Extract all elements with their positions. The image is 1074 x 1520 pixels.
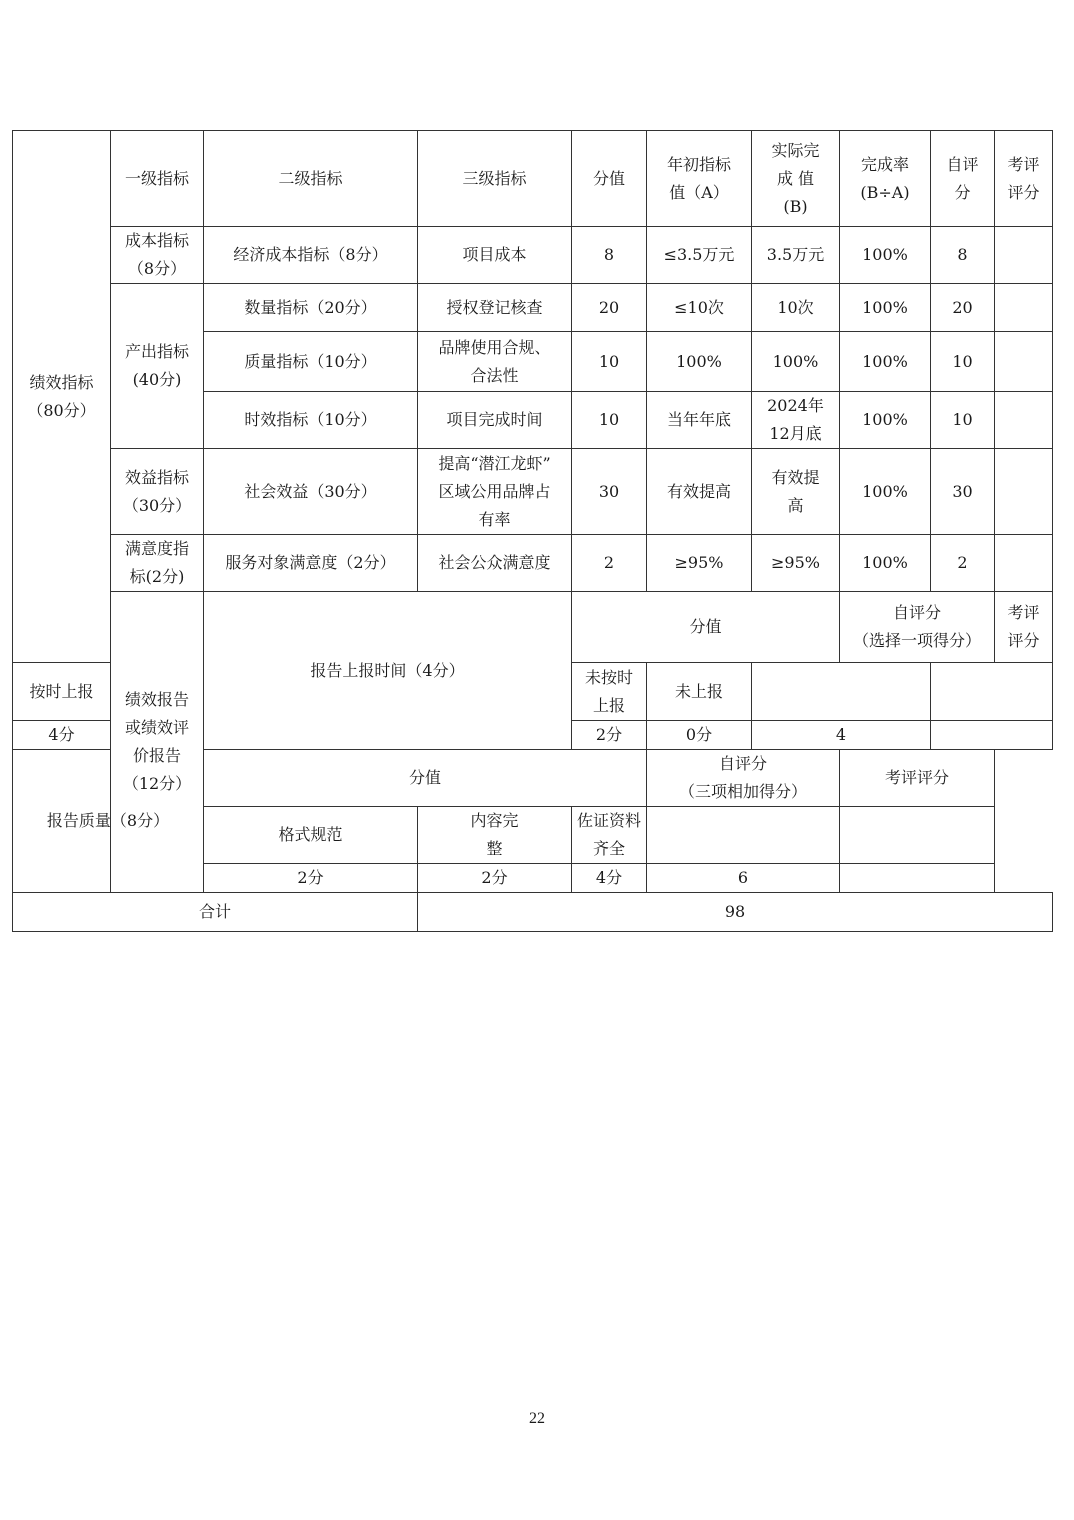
row-level3: 授权登记核查: [418, 284, 572, 332]
report-quality-review-score: [840, 864, 995, 893]
row-level2: 质量指标（10分）: [204, 332, 418, 392]
row-score: 20: [572, 284, 647, 332]
row-actual: 10次: [752, 284, 840, 332]
row-review: [995, 392, 1053, 449]
performance-table: [12, 130, 1053, 932]
row-level3: 社会公众满意度: [418, 535, 572, 592]
row-rate: 100%: [840, 392, 931, 449]
row-level2: 时效指标（10分）: [204, 392, 418, 449]
row-target: ≤3.5万元: [647, 227, 752, 284]
report-quality-self-score: 6: [647, 864, 840, 893]
header-actual: 实际完 成 值 (B): [752, 131, 840, 227]
row-actual: 有效提 高: [752, 449, 840, 535]
report-section-label: 绩效报告 或绩效评 价报告 （12分）: [111, 592, 204, 893]
row-score: 30: [572, 449, 647, 535]
total-value: 98: [418, 893, 1053, 932]
row-target: 有效提高: [647, 449, 752, 535]
report-quality-review-head: 考评评分: [840, 750, 995, 807]
row-level3: 项目完成时间: [418, 392, 572, 449]
header-target: 年初指标 值（A）: [647, 131, 752, 227]
table-row: [13, 284, 1053, 332]
row-target: ≥95%: [647, 535, 752, 592]
report-time-self-blank: [752, 663, 931, 721]
benefit-group-label: 效益指标 （30分）: [111, 449, 204, 535]
header-review: 考评 评分: [995, 131, 1053, 227]
row-rate: 100%: [840, 535, 931, 592]
row-rate: 100%: [840, 449, 931, 535]
header-level3: 三级指标: [418, 131, 572, 227]
satisfaction-group-label: 满意度指 标(2分): [111, 535, 204, 592]
row-rate: 100%: [840, 284, 931, 332]
table-row: [13, 535, 1053, 592]
row-self: 10: [931, 392, 995, 449]
row-self: 20: [931, 284, 995, 332]
report-quality-points: 4分: [572, 864, 647, 893]
row-level2: 经济成本指标（8分）: [204, 227, 418, 284]
report-time-score-head: 分值: [572, 592, 840, 663]
report-quality-option: 格式规范: [204, 807, 418, 864]
header-row: [13, 131, 1053, 227]
row-review: [995, 227, 1053, 284]
row-actual: 100%: [752, 332, 840, 392]
report-time-points: 2分: [572, 721, 647, 750]
row-score: 2: [572, 535, 647, 592]
report-time-header-row: [13, 592, 1053, 663]
report-quality-points: 2分: [418, 864, 572, 893]
report-quality-review-cell: [840, 807, 995, 864]
report-time-label: 报告上报时间（4分）: [204, 592, 572, 750]
report-quality-label: 报告质量（8分）: [13, 750, 204, 893]
row-review: [995, 332, 1053, 392]
report-time-review-score: [931, 721, 1053, 750]
row-review: [995, 284, 1053, 332]
row-level3: 提高“潜江龙虾” 区域公用品牌占 有率: [418, 449, 572, 535]
report-quality-self-blank: [647, 807, 840, 864]
output-group-label: 产出指标 (40分): [111, 284, 204, 449]
row-level2: 服务对象满意度（2分）: [204, 535, 418, 592]
row-review: [995, 449, 1053, 535]
row-actual: 3.5万元: [752, 227, 840, 284]
row-score: 8: [572, 227, 647, 284]
report-time-points: 4分: [13, 721, 111, 750]
row-actual: ≥95%: [752, 535, 840, 592]
report-time-review-head: 考评 评分: [995, 592, 1053, 663]
row-score: 10: [572, 392, 647, 449]
row-level2: 社会效益（30分）: [204, 449, 418, 535]
perf-section-label: 绩效指标 （80分）: [13, 131, 111, 663]
report-time-option: 按时上报: [13, 663, 111, 721]
cost-group-label: 成本指标 （8分）: [111, 227, 204, 284]
table-row: [13, 449, 1053, 535]
row-self: 8: [931, 227, 995, 284]
table-row: [13, 227, 1053, 284]
header-score: 分值: [572, 131, 647, 227]
report-quality-points: 2分: [204, 864, 418, 893]
row-self: 30: [931, 449, 995, 535]
report-time-self-score: 4: [752, 721, 931, 750]
report-time-points: 0分: [647, 721, 752, 750]
row-rate: 100%: [840, 227, 931, 284]
header-rate: 完成率 (B÷A): [840, 131, 931, 227]
report-time-review-cell: [931, 663, 1053, 721]
row-score: 10: [572, 332, 647, 392]
header-self: 自评 分: [931, 131, 995, 227]
row-level3: 项目成本: [418, 227, 572, 284]
report-quality-score-head: 分值: [204, 750, 647, 807]
report-quality-option: 内容完 整: [418, 807, 572, 864]
row-rate: 100%: [840, 332, 931, 392]
row-level2: 数量指标（20分）: [204, 284, 418, 332]
row-actual: 2024年 12月底: [752, 392, 840, 449]
report-quality-option: 佐证资料 齐全: [572, 807, 647, 864]
report-time-option: 未按时 上报: [572, 663, 647, 721]
page-number: 22: [529, 1410, 545, 1427]
report-time-option: 未上报: [647, 663, 752, 721]
total-row: [13, 893, 1053, 932]
report-quality-self-head: 自评分 （三项相加得分）: [647, 750, 840, 807]
row-self: 10: [931, 332, 995, 392]
row-review: [995, 535, 1053, 592]
row-level3: 品牌使用合规、 合法性: [418, 332, 572, 392]
total-label: 合计: [13, 893, 418, 932]
row-target: 当年年底: [647, 392, 752, 449]
report-time-self-head: 自评分 （选择一项得分）: [840, 592, 995, 663]
header-level2: 二级指标: [204, 131, 418, 227]
row-self: 2: [931, 535, 995, 592]
header-level1: 一级指标: [111, 131, 204, 227]
row-target: ≤10次: [647, 284, 752, 332]
row-target: 100%: [647, 332, 752, 392]
